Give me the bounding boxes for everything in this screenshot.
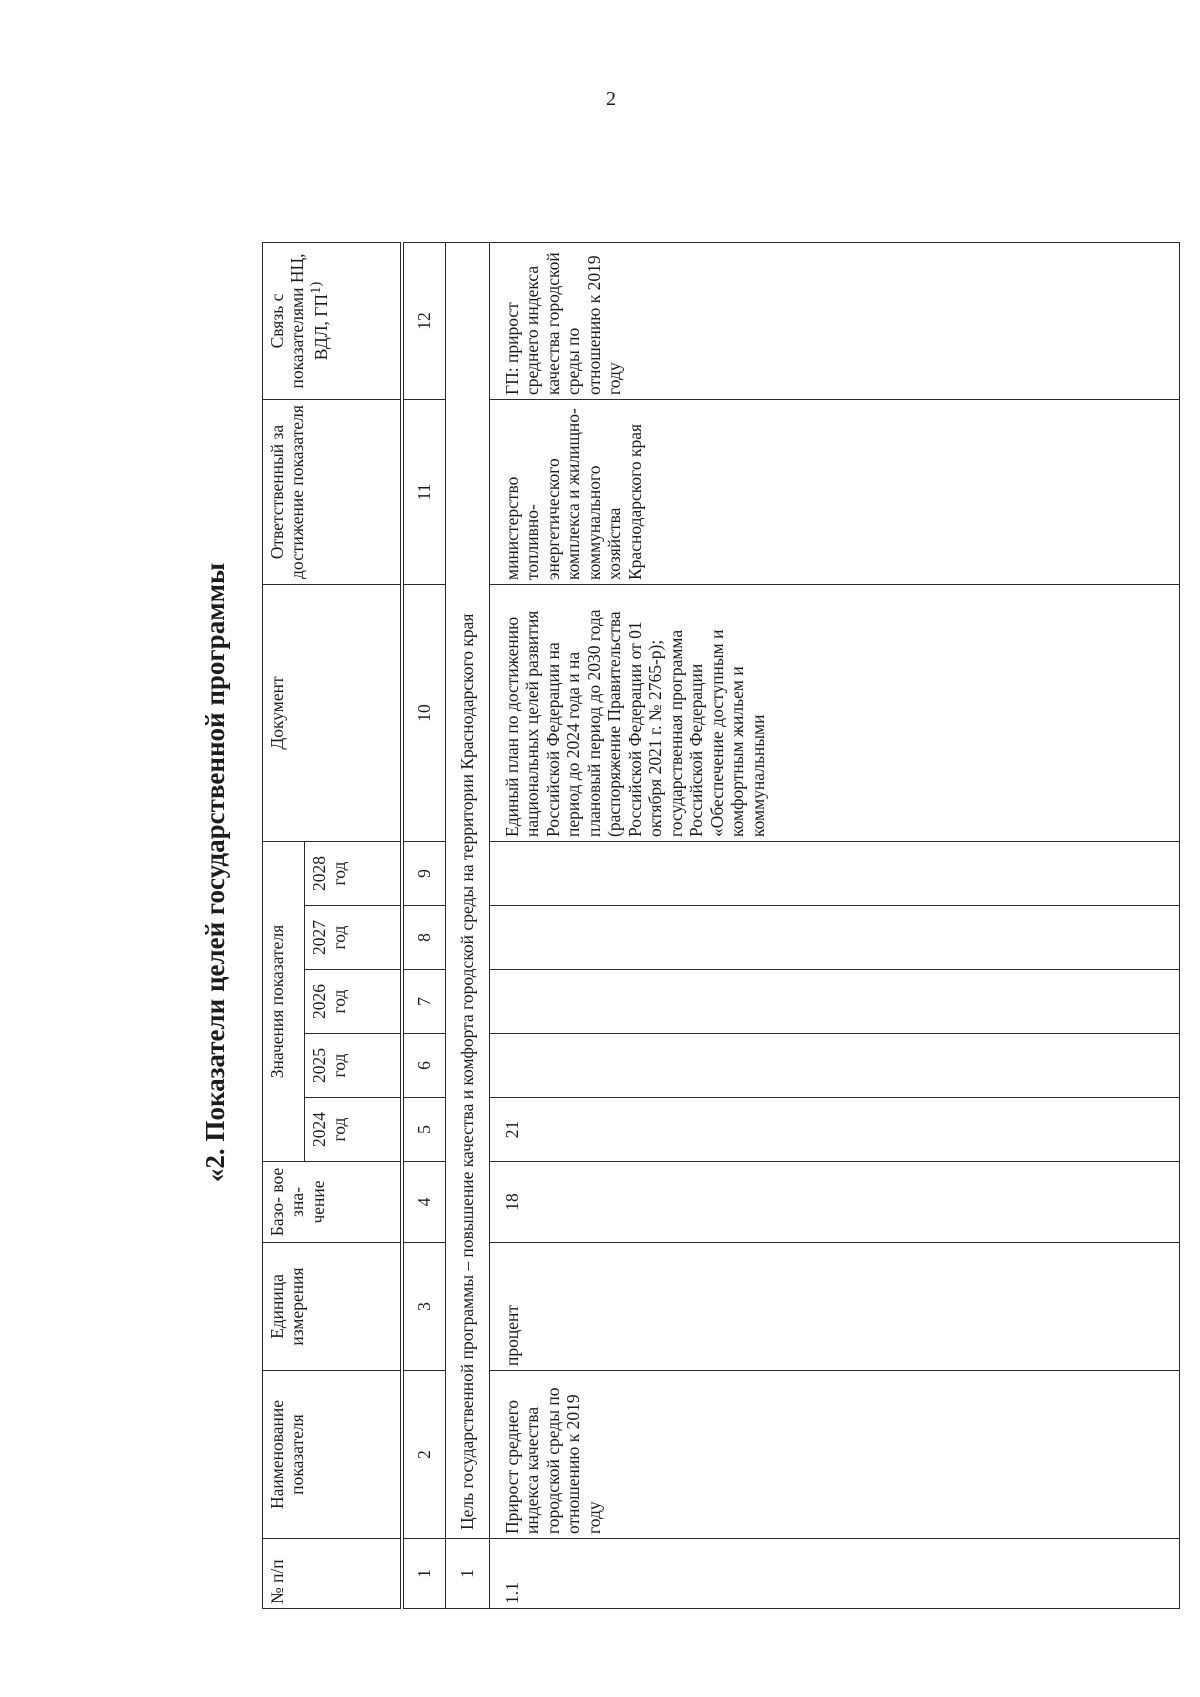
- column-number: 12: [404, 243, 446, 400]
- header-col-base: Базо- вое зна- чение: [263, 1162, 401, 1243]
- header-col-document: Документ: [263, 585, 401, 842]
- value-2028-cell: [490, 842, 1180, 906]
- base-value-cell: 18: [490, 1162, 1180, 1243]
- page-title: «2. Показатели целей государственной программы: [200, 562, 230, 1183]
- body-table: [403, 242, 1180, 1609]
- header-year-2024: 2024 год: [305, 1098, 401, 1162]
- column-number: 1: [404, 1539, 446, 1609]
- indicator-name: Прирост среднего индекса качества городской среды по отношению к 2019 году: [490, 1371, 1180, 1539]
- header-year-2025: 2025 год: [305, 1034, 401, 1098]
- header-values-group: Значения показателя: [263, 842, 305, 1162]
- column-number: 4: [404, 1162, 446, 1243]
- unit-cell: процент: [490, 1243, 1180, 1371]
- header-year-2028: 2028 год: [305, 842, 401, 906]
- column-number: 2: [404, 1371, 446, 1539]
- rotated-page-content: [195, 135, 1115, 1610]
- row-number: 1.1: [490, 1539, 1180, 1609]
- table-row: [490, 243, 1180, 1609]
- column-number: 8: [404, 906, 446, 970]
- goal-row: [446, 243, 490, 1609]
- header-col-number: № п/п: [263, 1539, 401, 1609]
- value-2027-cell: [490, 906, 1180, 970]
- goal-text: Цель государственной программы – повышение качества и комфорта городской среды на территории Краснодарского края: [446, 243, 490, 1539]
- goal-number: 1: [446, 1539, 490, 1609]
- value-2025-cell: [490, 1034, 1180, 1098]
- header-col-responsible: Ответственный за достижение показателя: [263, 400, 401, 585]
- header-col-link-text: Связь с показателями НЦ, ВДЛ, ГП: [267, 253, 331, 389]
- header-year-2027: 2027 год: [305, 906, 401, 970]
- column-number: 7: [404, 970, 446, 1034]
- header-col-name: Наименование показателя: [263, 1371, 401, 1539]
- header-year-2026: 2026 год: [305, 970, 401, 1034]
- header-col-unit: Единица измерения: [263, 1243, 401, 1371]
- header-col-link: [263, 243, 401, 400]
- document-cell: Единый план по достижению национальных целей развития Российской Федерации на период до 2024 года и на плановый период до 2030 года (распоряжение Правительства Российской Федерации от 01 октября 2021 г. № 2765-р); государственная программа Российской Федерации «Обеспечение доступным и комфортным жильем и коммунальными: [490, 585, 1180, 842]
- column-number: 11: [404, 400, 446, 585]
- value-2026-cell: [490, 970, 1180, 1034]
- page-number: 2: [606, 88, 616, 110]
- column-number: 9: [404, 842, 446, 906]
- responsible-cell: министерство топливно-энергетического комплекса и жилищно-коммунального хозяйства Краснодарского края: [490, 400, 1180, 585]
- column-number: 5: [404, 1098, 446, 1162]
- value-2024-cell: 21: [490, 1098, 1180, 1162]
- column-number: 3: [404, 1243, 446, 1371]
- footnote-marker: 1): [307, 281, 324, 294]
- column-number: 10: [404, 585, 446, 842]
- link-cell: ГП: прирост среднего индекса качества городской среды по отношению к 2019 году: [490, 243, 1180, 400]
- column-numbers-row: [404, 243, 446, 1609]
- header-table: [262, 242, 401, 1609]
- column-number: 6: [404, 1034, 446, 1098]
